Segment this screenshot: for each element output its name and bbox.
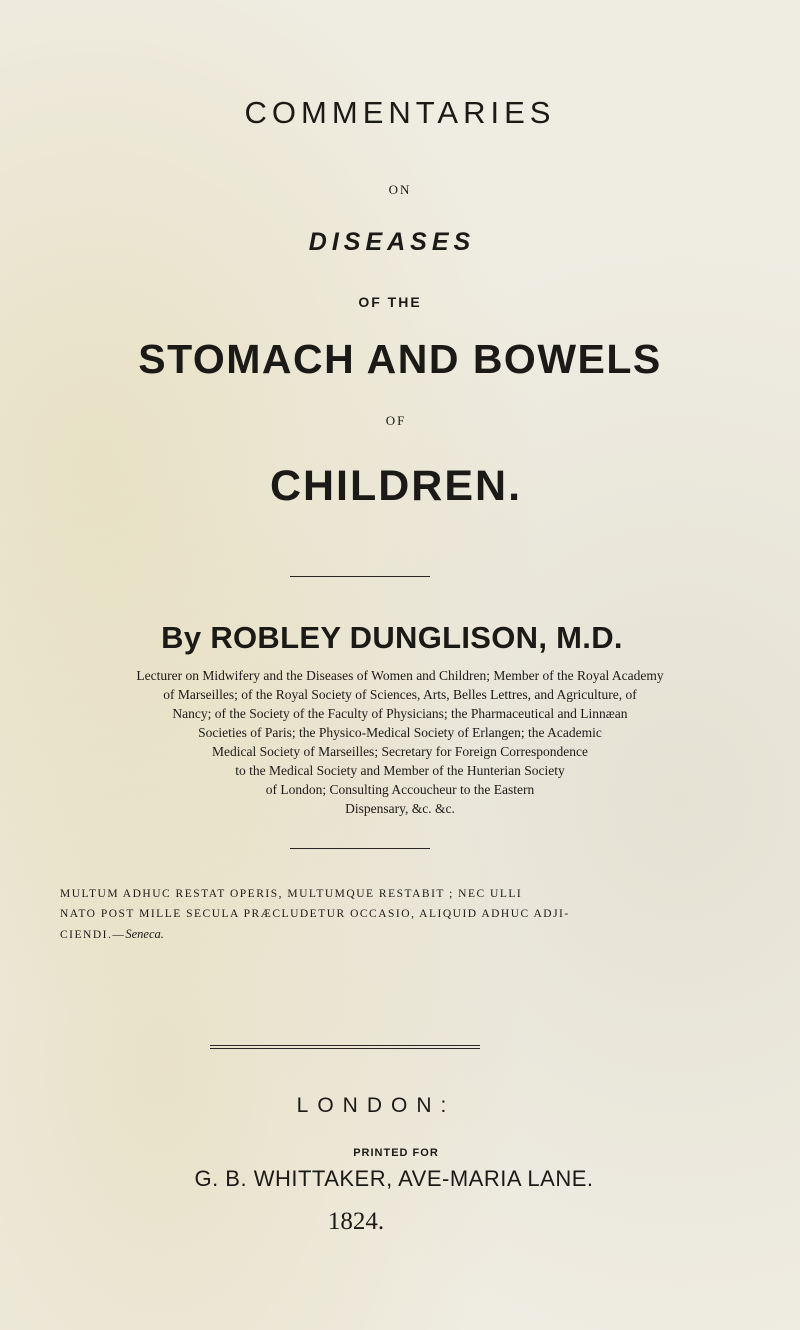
title-children: CHILDREN.: [269, 462, 523, 510]
imprint-city: LONDON:: [296, 1094, 456, 1117]
double-rule-top: [210, 1045, 480, 1046]
title-diseases: DISEASES: [308, 228, 476, 256]
title-commentaries: COMMENTARIES: [244, 95, 556, 130]
epigraph-line: MULTUM ADHUC RESTAT OPERIS, MULTUMQUE RESTABIT ; NEC ULLI: [60, 888, 523, 900]
author-line: [0, 620, 792, 656]
author-credentials: [40, 666, 760, 818]
title-of: OF: [385, 413, 407, 428]
author-name: ROBLEY DUNGLISON, M.D.: [210, 620, 623, 655]
epigraph-line: NATO POST MILLE SECULA PRÆCLUDETUR OCCASIO, ALIQUID ADHUC ADJI-: [60, 908, 570, 920]
imprint-publisher: G. B. WHITTAKER, AVE-MARIA LANE.: [194, 1166, 594, 1191]
double-rule-bottom: [210, 1048, 480, 1049]
imprint-printed-for: PRINTED FOR: [353, 1147, 439, 1159]
credentials-line: to the Medical Society and Member of the Hunterian Society: [235, 763, 565, 778]
credentials-line: Nancy; of the Society of the Faculty of Physicians; the Pharmaceutical and Linnæan: [172, 706, 628, 721]
title-stomach-and-bowels: STOMACH AND BOWELS: [138, 336, 662, 382]
imprint-year: 1824.: [327, 1208, 385, 1235]
credentials-line: Dispensary, &c. &c.: [345, 801, 455, 816]
epigraph-attribution: Seneca.: [125, 927, 164, 941]
epigraph-line: CIENDI.: [60, 929, 113, 941]
credentials-line: of Marseilles; of the Royal Society of Sciences, Arts, Belles Lettres, and Agriculture, of: [163, 687, 637, 702]
divider-rule: [290, 576, 430, 577]
divider-rule: [290, 848, 430, 849]
credentials-line: Societies of Paris; the Physico-Medical Society of Erlangen; the Academic: [198, 725, 602, 740]
epigraph-dash: —: [112, 929, 126, 941]
credentials-line: of London; Consulting Accoucheur to the Eastern: [265, 782, 535, 797]
epigraph: [60, 884, 750, 945]
credentials-line: Lecturer on Midwifery and the Diseases of Women and Children; Member of the Royal Academy: [136, 668, 664, 683]
credentials-line: Medical Society of Marseilles; Secretary for Foreign Correspondence: [211, 744, 588, 759]
epigraph-last-line: [60, 924, 750, 945]
title-on: ON: [388, 182, 412, 197]
author-by: By: [161, 620, 202, 655]
title-of-the: OF THE: [358, 294, 422, 310]
